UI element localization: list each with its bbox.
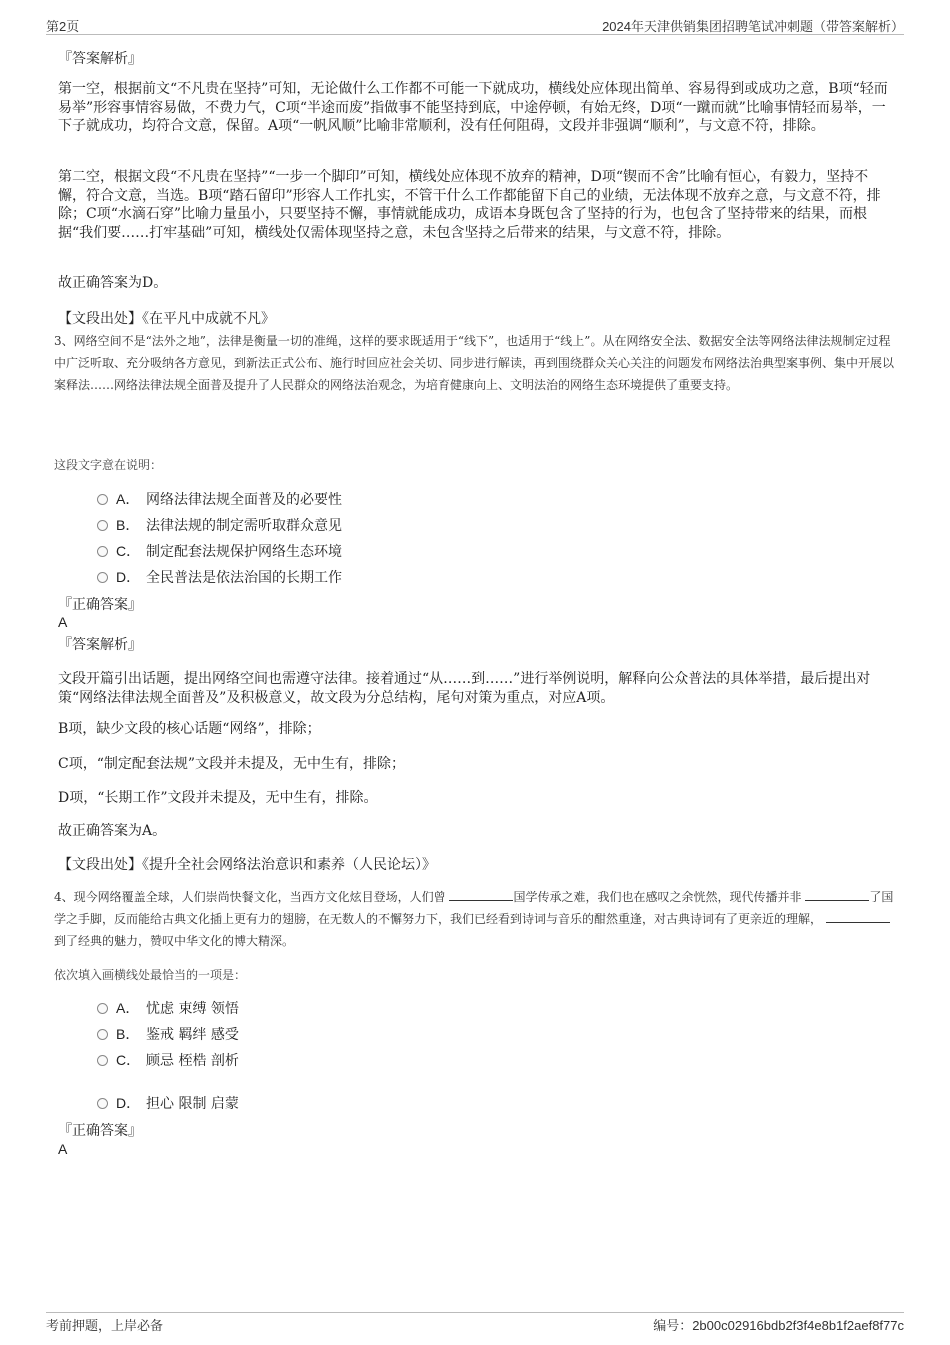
radio-icon[interactable] (97, 520, 108, 531)
footer-slogan: 考前押题，上岸必备 (46, 1318, 164, 1333)
q3-source: 【文段出处】《提升全社会网络法治意识和素养（人民论坛）》 (58, 857, 436, 873)
q3-analysis-p4: D项，“长期工作”文段并未提及，无中生有，排除。 (58, 790, 378, 806)
q3-text: 3、网络空间不是“法外之地”，法律是衡量一切的准绳，这样的要求既适用于“线下”，也适用于“线上”。从在网络安全法、数据安全法等网络法律法规制定过程中广泛听取、充分吸纳各方意见，到新法正式公布、施行时回应社会关切、同步进行解读，再到围绕群众关心关注的问题发布网络法治典型案事例、集中开展以案释法……网络法律法规全面普及提升了人民群众的网络法治观念，为培育健康向上、文明法治的网络生态环境提供了重要支持。 (54, 334, 895, 392)
radio-icon[interactable] (97, 546, 108, 557)
q4-correct-label: 『正确答案』 (58, 1123, 142, 1139)
radio-icon[interactable] (97, 1098, 108, 1109)
q3-conclusion: 故正确答案为A。 (58, 823, 167, 839)
q3-option-a[interactable]: A． 网络法律法规全面普及的必要性 (97, 489, 342, 509)
q3-analysis-p1: 文段开篇引出话题，提出网络空间也需遵守法律。接着通过“从……到……”进行举例说明，解释向公众普法的具体举措，最后提出对策“网络法律法规全面普及”及积极意义，故文段为分总结构，尾句对策为重点，对应A项。 (58, 671, 871, 706)
document-id: 编号：2b00c02916bdb2f3f4e8b1f2aef8f77c (653, 1318, 904, 1333)
page-number: 第2页 (46, 19, 80, 34)
q4-option-d[interactable]: D． 担心 限制 启蒙 (97, 1093, 239, 1113)
q2-conclusion: 故正确答案为D。 (58, 275, 168, 291)
q3-analysis-p2: B项，缺少文段的核心话题“网络”，排除； (58, 721, 321, 737)
q4-option-a[interactable]: A． 忧虑 束缚 领悟 (97, 998, 239, 1018)
q2-analysis-p1: 第一空，根据前文“不凡贵在坚持”可知，无论做什么工作都不可能一下就成功，横线处应体现出简单、容易得到或成功之意，B项“轻而易举”形容事情容易做，不费力气，C项“半途而废”指做事不能坚持到底，中途停顿，有始无终，D项“一蹴而就”比喻事情轻而易举，一下子就成功，均符合文意，保留。A项“一帆风顺”比喻非常顺利，没有任何阻碍，文段并非强调“顺利”，与文意不符，排除。 (58, 81, 888, 134)
radio-icon[interactable] (97, 572, 108, 583)
fill-blank-3 (826, 910, 890, 923)
q3-option-c[interactable]: C． 制定配套法规保护网络生态环境 (97, 541, 342, 561)
fill-blank-1 (449, 888, 513, 901)
q3-analysis-p3: C项，“制定配套法规”文段并未提及，无中生有，排除； (58, 756, 406, 772)
q3-option-b[interactable]: B． 法律法规的制定需听取群众意见 (97, 515, 342, 535)
radio-icon[interactable] (97, 1055, 108, 1066)
radio-icon[interactable] (97, 1003, 108, 1014)
radio-icon[interactable] (97, 1029, 108, 1040)
q3-analysis-label: 『答案解析』 (58, 637, 142, 653)
q3-option-d[interactable]: D． 全民普法是依法治国的长期工作 (97, 567, 342, 587)
q4-text: 4、现今网络覆盖全球，人们崇尚快餐文化，当西方文化炫目登场，人们曾 国学传承之难，我们也在感叹之余恍然，现代传播并非 了国学之手脚，反而能给古典文化插上更有力的翅膀，在无数人的不懈努力下，我们已经看到诗词与音乐的酣然重逢，对古典诗词有了更亲近的理解， 到了经典的魅力，赞叹中华文化的博大精深。 (54, 890, 894, 948)
q4-prompt: 依次填入画横线处最恰当的一项是： (54, 968, 247, 982)
q2-analysis-p2: 第二空，根据文段“不凡贵在坚持”“一步一个脚印”可知，横线处应体现不放弃的精神，D项“锲而不舍”比喻有恒心，有毅力，坚持不懈，符合文意，当选。B项“踏石留印”形容人工作扎实，不管干什么工作都能留下自己的业绩，无法体现不放弃之意，与文意不符，排除；C项“水滴石穿”比喻力量虽小，只要坚持不懈，事情就能成功，成语本身既包含了坚持的行为，也包含了坚持带来的结果，而根据“我们要……打牢基础”可知，横线处仅需体现坚持之意，未包含坚持之后带来的结果，与文意不符，排除。 (58, 169, 881, 241)
q3-correct-answer: A (58, 614, 68, 630)
q4-correct-answer: A (58, 1141, 68, 1157)
radio-icon[interactable] (97, 494, 108, 505)
page-footer (46, 1312, 904, 1341)
q4-option-b[interactable]: B． 鉴戒 羁绊 感受 (97, 1024, 239, 1044)
document-title: 2024年天津供销集团招聘笔试冲刺题（带答案解析） (602, 19, 904, 34)
page-header (46, 14, 904, 35)
q2-source: 【文段出处】《在平凡中成就不凡》 (58, 311, 275, 327)
q3-correct-label: 『正确答案』 (58, 597, 142, 613)
q3-prompt: 这段文字意在说明： (54, 458, 163, 472)
q4-option-c[interactable]: C． 顾忌 桎梏 剖析 (97, 1050, 239, 1070)
fill-blank-2 (805, 888, 869, 901)
q2-analysis-label: 『答案解析』 (58, 51, 142, 67)
